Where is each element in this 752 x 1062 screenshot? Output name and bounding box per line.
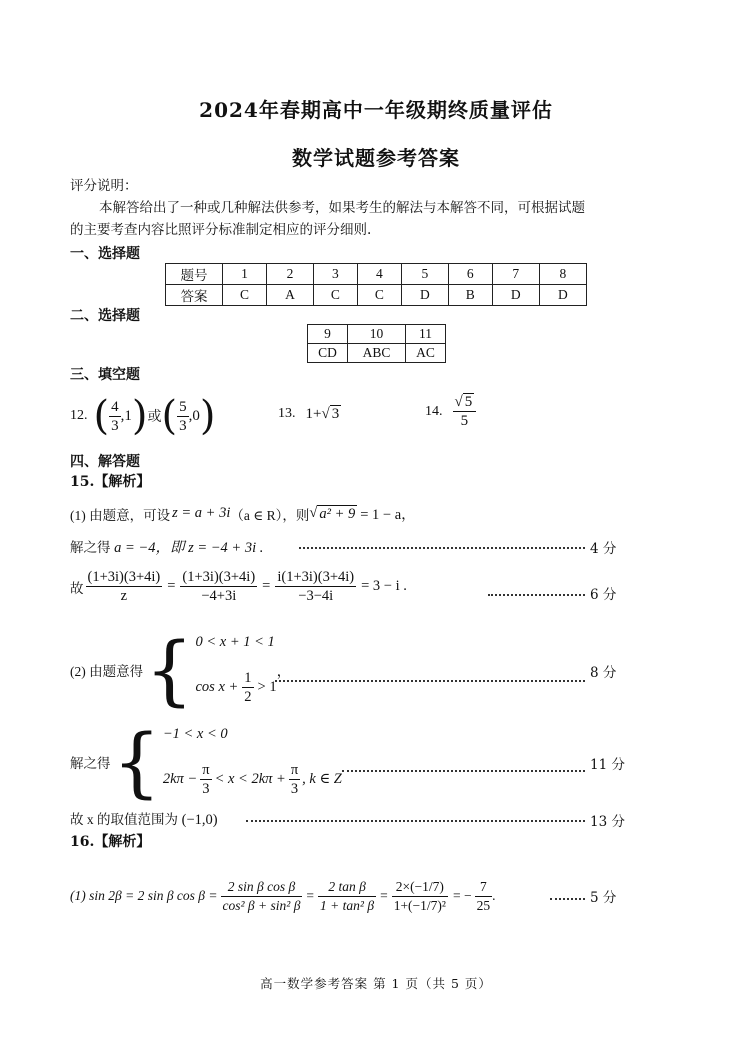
q15-part2-line3 [70, 808, 218, 829]
q12-a-y: 1 [124, 407, 132, 424]
q15-p1-text: (1) 由题意，可设 [70, 507, 171, 523]
table-cell: 2 [266, 264, 313, 285]
table-row [166, 285, 587, 306]
numerator: 7 [475, 878, 493, 897]
answer-table-2 [307, 324, 446, 363]
document-subtitle: 数学试题参考答案 [292, 146, 460, 170]
score-label: 13 分 [590, 814, 625, 830]
sqrt-icon: √ [454, 394, 463, 410]
q15-p2b-l1: −1 < x < 0 [162, 726, 228, 742]
fraction [392, 878, 448, 915]
denominator: 1+(−1/7)² [393, 897, 446, 913]
fraction [200, 761, 211, 798]
q15-p2b-l2-c: , k ∈ Z [302, 771, 342, 787]
q12-fraction-b [177, 398, 189, 435]
table-row [308, 325, 446, 344]
table-cell: 9 [308, 325, 348, 344]
section4-heading: 四、解答题 [70, 454, 140, 470]
q15-label: 15.【解析】 [70, 474, 151, 490]
q14-root: 5 [464, 394, 473, 410]
numerator: 5 [179, 398, 187, 415]
answer-14 [425, 393, 476, 430]
table-cell: 10 [347, 325, 405, 344]
section3-heading: 三、填空题 [70, 367, 140, 383]
fraction [475, 878, 493, 915]
fraction [289, 761, 300, 798]
table-cell: D [539, 285, 586, 306]
q15-p1c-result: = 3 − i . [361, 578, 407, 594]
q15-part1-line3: 故 $\frac{(1+3i)(3+4i)}{z}$ = $\frac{(1+3i)(3+4i)}{-4+3i}$ = $\frac{i(1+3i)(3+4i)}{-3-4i}$ = 3 − i . [70, 569, 407, 604]
dotted-leader [246, 820, 585, 822]
table-cell: C [223, 285, 267, 306]
fraction [242, 669, 253, 706]
table-header-cell: 答案 [166, 285, 223, 306]
q15-p1-cond: （a ∈ R），则 [230, 507, 310, 523]
table-cell: C [313, 285, 357, 306]
table-cell: 8 [539, 264, 586, 285]
denominator: 3 [290, 781, 299, 797]
q16-label: 16.【解析】 [70, 834, 151, 850]
q16-result-sign: = − [452, 888, 472, 903]
denominator: z [120, 588, 128, 604]
table-cell: D [492, 285, 539, 306]
q13-root: 3 [331, 406, 340, 422]
sqrt-icon: √ [321, 405, 330, 422]
score-label: 8 分 [590, 665, 617, 681]
paren-left: ( [161, 393, 178, 439]
table-cell: 5 [401, 264, 448, 285]
table-header-cell: 题号 [166, 264, 223, 285]
fraction [86, 568, 163, 605]
q12-b-y: 0 [192, 407, 200, 424]
answer-table-1 [165, 263, 587, 306]
q15-part1-line1 [70, 503, 416, 524]
denominator: 2 [244, 689, 252, 705]
table-cell: 3 [313, 264, 357, 285]
numerator: (1+3i)(3+4i) [182, 569, 256, 585]
q15-p2c-text: 故 x 的取值范围为 [70, 812, 178, 827]
numerator: 1 [244, 670, 252, 686]
table-cell: 1 [223, 264, 267, 285]
q14-fraction [453, 393, 477, 430]
numerator: 2×(−1/7) [392, 878, 448, 897]
left-brace: { [112, 717, 161, 806]
denominator: −4+3i [201, 588, 237, 604]
score-label: 4 分 [590, 541, 617, 557]
q12-label: 12. [70, 408, 88, 423]
table-row [308, 344, 446, 363]
numerator: (1+3i)(3+4i) [87, 569, 161, 585]
paren-right: ) [131, 393, 148, 439]
q15-p1b-text: 解之得 [70, 540, 111, 555]
q15-part2-line1 [70, 625, 292, 714]
notes-line2: 的主要考查内容比照评分标准制定相应的评分细则. [70, 222, 372, 238]
table-cell: 6 [448, 264, 492, 285]
denominator: 25 [476, 897, 491, 913]
q15-part1-line2 [70, 536, 263, 557]
notes-label: 评分说明： [70, 178, 138, 194]
q15-p2-comma: ， [276, 663, 292, 680]
section1-heading: 一、选择题 [70, 246, 140, 262]
dotted-leader [299, 547, 585, 549]
fraction [221, 878, 303, 915]
table-cell: ABC [347, 344, 405, 363]
q15-p2b-l2-a: 2kπ − [162, 771, 198, 787]
q13-label: 13. [278, 406, 296, 421]
q12-fraction-a [109, 398, 121, 435]
section2-heading: 二、选择题 [70, 308, 140, 324]
q15-p1-root: a² + 9 [319, 505, 356, 522]
sqrt-icon: √ [309, 505, 318, 521]
table-cell: 4 [357, 264, 401, 285]
q15-p1-eq: = 1 − a， [360, 507, 416, 523]
denominator: 3 [111, 417, 119, 434]
table-cell: 11 [406, 325, 446, 344]
q16-pre: (1) sin 2β = 2 sin β cos β = [70, 888, 218, 903]
numerator: 2 tan β [318, 878, 376, 897]
q15-p1b-expr: a = −4，即 z = −4 + 3i . [114, 540, 264, 556]
numerator: i(1+3i)(3+4i) [277, 569, 355, 585]
score-label: 6 分 [590, 587, 617, 603]
table-cell: C [357, 285, 401, 306]
q15-p2c-range: (−1,0) [181, 812, 218, 828]
q15-p2b-text: 解之得 [70, 756, 111, 771]
score-label: 11 分 [590, 757, 625, 773]
numerator: π [202, 762, 210, 778]
fraction [275, 568, 356, 605]
q12-or: 或 [147, 410, 162, 425]
page-footer: 高一数学参考答案 第 1 页（共 5 页） [260, 976, 492, 991]
numerator: π [290, 762, 299, 778]
notes-line1: 本解答给出了一种或几种解法供参考，如果考生的解法与本解答不同，可根据试题 [99, 200, 585, 216]
q15-p2-l2-pre: cos x + [195, 679, 239, 695]
fraction [318, 878, 376, 915]
table-cell: CD [308, 344, 348, 363]
table-cell: AC [406, 344, 446, 363]
dotted-leader [275, 680, 585, 682]
q15-p2-l2-post: > 1 [257, 679, 277, 695]
left-brace: { [145, 625, 194, 714]
answer-12: 12. ( $\frac{4}{3}$ , 1 ) 或 ( $\frac{5}{3}$ , 0 ) [70, 393, 216, 439]
denominator: 3 [179, 417, 187, 434]
denominator: −3−4i [298, 588, 334, 604]
numerator: 2 sin β cos β [221, 878, 303, 897]
q16-part1: (1) sin 2β = 2 sin β cos β = $\frac{\text{2 sin β cos β}}{\text{cos² β + sin² β}}$ = $\frac{\text{2 tan β}}{\text{1 + tan² β}}$ = $\frac{2\times(-1/7)}{\text{1+(−1/7)²}}$ = − $\frac{7}{25}$ . [70, 878, 496, 913]
q15-p2-text: (2) 由题意得 [70, 664, 144, 679]
q15-p1c-pre: 故 [70, 580, 84, 596]
denominator: 1 + tan² β [320, 897, 375, 913]
denominator: 3 [202, 781, 210, 797]
q15-p2b-l2-b: < x < 2kπ + [214, 771, 286, 787]
q13-pre: 1+ [305, 405, 322, 422]
score-label: 5 分 [590, 890, 617, 906]
table-cell: A [266, 285, 313, 306]
q15-p1-expr: z = a + 3i [172, 505, 231, 521]
document-title: 2024年春期高中一年级期终质量评估 [199, 98, 553, 122]
paren-left: ( [93, 393, 110, 439]
fraction [180, 568, 257, 605]
dotted-leader [488, 594, 585, 596]
table-row [166, 264, 587, 285]
answer-13 [278, 405, 341, 423]
dotted-leader [550, 898, 585, 900]
numerator: 4 [111, 398, 119, 415]
q15-part2-line2 [70, 717, 342, 806]
q15-p2-l1: 0 < x + 1 < 1 [195, 634, 275, 650]
table-cell: 7 [492, 264, 539, 285]
table-cell: B [448, 285, 492, 306]
denominator: cos² β + sin² β [222, 897, 301, 913]
q14-label: 14. [425, 403, 443, 419]
dotted-leader [342, 770, 585, 772]
denominator: 5 [460, 413, 469, 429]
paren-right: ) [199, 393, 216, 439]
table-cell: D [401, 285, 448, 306]
numerator [453, 393, 477, 412]
